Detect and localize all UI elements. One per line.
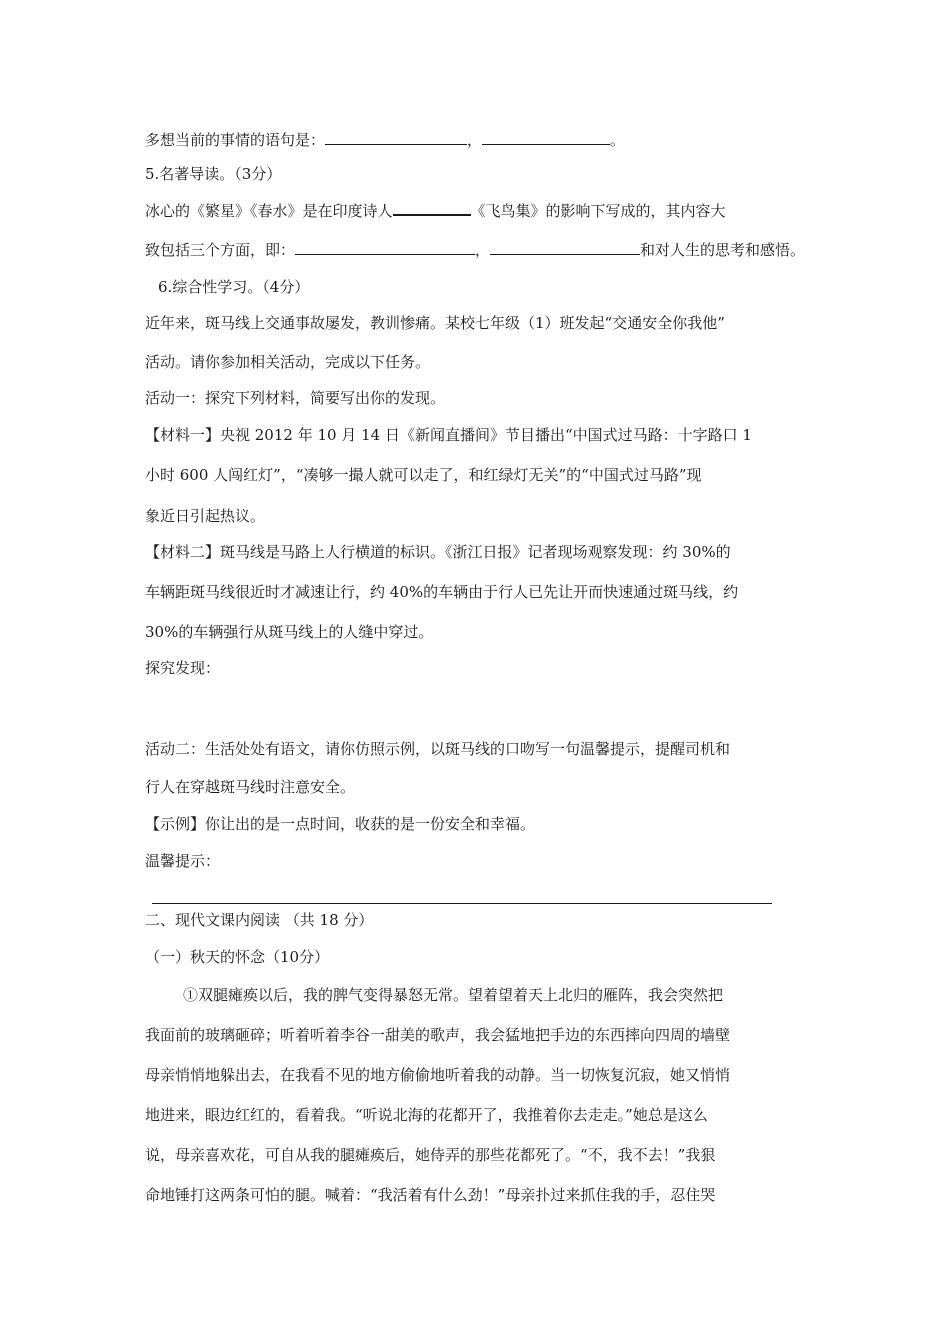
paragraph-1-line-5: 说，母亲喜欢花，可自从我的腿瘫痪后，她侍弄的那些花都死了。“不，我不去！”我狠 bbox=[145, 1146, 716, 1164]
poet-name-blank[interactable] bbox=[393, 199, 471, 216]
activity-2-line-1: 活动二：生活处处有语文，请你仿照示例，以斑马线的口吻写一句温馨提示，提醒司机和 bbox=[145, 740, 731, 758]
example-line: 【示例】你让出的是一点时间，收获的是一份安全和幸福。 bbox=[145, 815, 536, 833]
material-2-line-2: 车辆距斑马线很近时才减速让行，约 40%的车辆由于行人已先让开而快速通过斑马线，约 bbox=[145, 583, 739, 601]
tip-label: 温馨提示： bbox=[145, 852, 221, 870]
discovery-label: 探究发现： bbox=[145, 659, 221, 677]
material-2-line-3: 30%的车辆强行从斑马线上的人缝中穿过。 bbox=[145, 623, 434, 641]
q5-line-2: 致包括三个方面，即： ， 和对人生的思考和感悟。 bbox=[145, 241, 806, 259]
section-2-heading: 二、现代文课内阅读 （共 18 分） bbox=[145, 911, 374, 929]
activity-2-line-2: 行人在穿越斑马线时注意安全。 bbox=[145, 778, 356, 796]
q5-line-1: 冰心的《繁星》《春水》是在印度诗人 《飞鸟集》的影响下写成的，其内容大 bbox=[145, 199, 726, 222]
paragraph-1-line-2: 我面前的玻璃砸碎；听着听着李谷一甜美的歌声，我会猛地把手边的东西摔向四周的墙壁 bbox=[145, 1026, 731, 1044]
q6-intro-1: 近年来，斑马线上交通事故屡发，教训惨痛。某校七年级（1）班发起“交通安全你我他” bbox=[145, 314, 725, 332]
answer-blank-1[interactable] bbox=[325, 129, 467, 145]
tip-answer-line[interactable] bbox=[152, 903, 772, 904]
answer-blank-2[interactable] bbox=[482, 129, 610, 145]
content-blank-1[interactable] bbox=[295, 239, 475, 255]
q6-heading: 6.综合性学习。（4分） bbox=[158, 278, 310, 296]
q5-heading: 5.名著导读。（3分） bbox=[145, 165, 282, 183]
material-1-line-1: 【材料一】央视 2012 年 10 月 14 日《新闻直播间》节目播出“中国式过马路：十字路口 1 bbox=[145, 426, 752, 444]
paragraph-1-line-4: 地进来，眼边红红的，看着我。“听说北海的花都开了，我推着你去走走。”她总是这么 bbox=[145, 1106, 708, 1124]
material-1-line-2: 小时 600 人闯红灯”，“凑够一撮人就可以走了，和红绿灯无关”的“中国式过马路”现 bbox=[145, 466, 702, 484]
q4-tail-line: 多想当前的事情的语句是： ， 。 bbox=[145, 131, 626, 149]
content-blank-2[interactable] bbox=[490, 239, 640, 255]
activity-1: 活动一：探究下列材料，简要写出你的发现。 bbox=[145, 389, 446, 407]
q6-intro-2: 活动。请你参加相关活动，完成以下任务。 bbox=[145, 353, 431, 371]
material-2-line-1: 【材料二】斑马线是马路上人行横道的标识。《浙江日报》记者现场观察发现：约 30%的 bbox=[145, 543, 731, 561]
paragraph-1-line-3: 母亲悄悄地躲出去，在我看不见的地方偷偷地听着我的动静。当一切恢复沉寂，她又悄悄 bbox=[145, 1066, 731, 1084]
paragraph-1-line-6: 命地锤打这两条可怕的腿。喊着：“我活着有什么劲！”母亲扑过来抓住我的手，忍住哭 bbox=[145, 1186, 716, 1204]
section-2-subheading: （一）秋天的怀念（10分） bbox=[145, 948, 330, 966]
material-1-line-3: 象近日引起热议。 bbox=[145, 507, 266, 525]
paragraph-1-line-1: ①双腿瘫痪以后，我的脾气变得暴怒无常。望着望着天上北归的雁阵，我会突然把 bbox=[183, 986, 724, 1004]
